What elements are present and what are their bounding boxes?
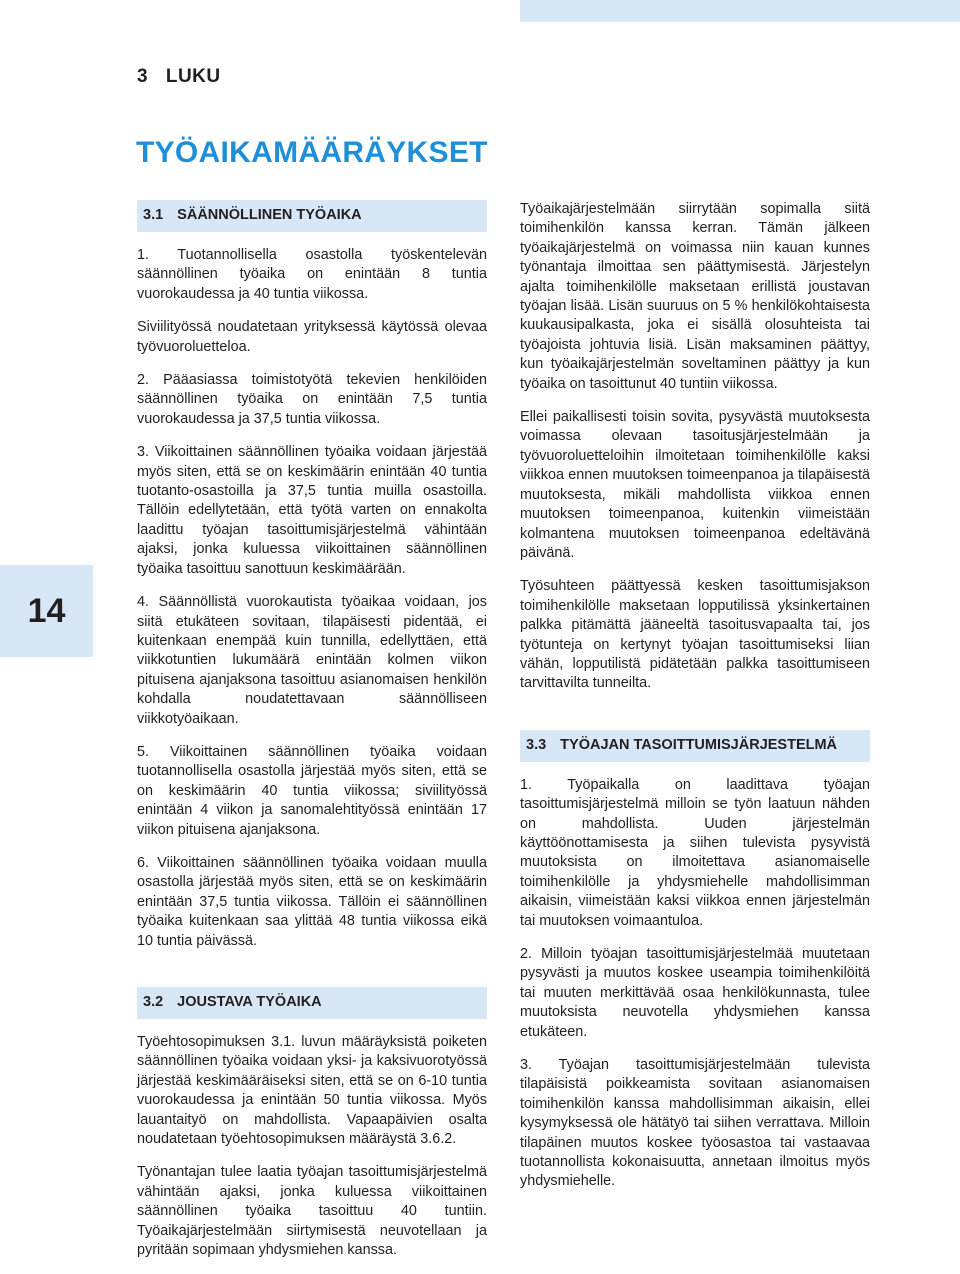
paragraph: Työehtosopimuksen 3.1. luvun määräyksistä poiketen säännöllinen työaika voidaan yksi- ja kaksivuorotyössä järjestää keskimääräiseksi siten, että se on 6-10 tuntia vuorokaudessa ja enintään 50 tuntia viikossa. Myös lauantaityö on mahdollista. Vapaapäivien osalta noudatetaan työehtosopimuksen määräystä 3.6.2. (137, 1034, 487, 1148)
paragraph: 3. Viikoittainen säännöllinen työaika voidaan järjestää myös siten, että se on keskimäärin enintään 40 tuntia tuotanto-osastoilla ja 37,5 tuntia muilla osastoilla. Tällöin edellytetään, että työtä varten on ennakolta laadittu työajan tasoittumisjärjestelmä vähintään ajaksi, jonka kuluessa viikoittainen säännöllinen työaika tasoittuu sanottuun keskimäärään. (137, 444, 487, 577)
chapter-number: 3 (137, 66, 149, 87)
page-title: TYÖAIKAMÄÄRÄYKSET (136, 136, 488, 169)
paragraph: 1. Tuotannollisella osastolla työskentelevän säännöllinen työaika on enintään 8 tuntia vuorokaudessa ja 40 tuntia viikossa. (137, 247, 487, 302)
header-band (520, 0, 960, 22)
paragraph: Työnantajan tulee laatia työajan tasoittumisjärjestelmä vähintään ajaksi, jonka kuluessa viikoittainen säännöllinen työaika tasoittuu 40 tuntiin. Työaikajärjestelmään siirtymisestä neuvotellaan ja pyritään sopimaan yhdysmiehen kanssa. (137, 1164, 487, 1259)
paragraph: 1. Työpaikalla on laadittava työajan tasoittumisjärjestelmä milloin se työn laatuun nähden on mahdollista. Uuden järjestelmän käyttöönottamisesta ja siihen tulevista pysyvistä muutoksista on ilmoitettava asianomaiselle toimihenkilölle ja yhdysmiehelle mahdollisimman aikaisin, viimeistään kaksi viikkoa ennen järjestelmän tai muutoksen voimaantuloa. (520, 776, 870, 929)
left-column (137, 200, 487, 1274)
section-number: 3.3 (526, 737, 547, 754)
spacer (520, 708, 870, 730)
paragraph: Työaikajärjestelmään siirrytään sopimalla siitä toimihenkilön kanssa kerran. Tämän jälkeen työaikajärjestelmä on voimassa niin kauan kunnes työnantaja ilmoittaa sen päättymisestä. Järjestelyn ajalta toimihenkilölle maksetaan erillistä joustavan työajan lisää. Lisän suuruus on 5 % henkilökohtaisesta kuukausipalkasta, joka ei sisällä olosuhteista tai työajoista johtuvia lisiä. Lisän maksaminen päättyy, kun työaikajärjestelmän soveltaminen päättyy ja kun työaika on tasoittunut 40 tuntiin viikossa. (520, 201, 870, 392)
right-column (520, 200, 870, 1206)
section-number: 3.2 (143, 994, 164, 1011)
section-title: JOUSTAVA TYÖAIKA (177, 994, 322, 1011)
paragraph: 2. Milloin työajan tasoittumisjärjestelmää muutetaan pysyvästi ja muutos koskee useampia toimihenkilöitä tai muuten merkittävää osaa henkilökunnasta, tulee muutoksista neuvotella yhdysmiehen kanssa etukäteen. (520, 946, 870, 1040)
paragraph: Siviilityössä noudatetaan yrityksessä käytössä olevaa työvuoroluetteloa. (137, 319, 487, 355)
chapter-label: LUKU (165, 66, 221, 87)
section-heading-3-1 (137, 200, 487, 232)
spacer (137, 965, 487, 987)
paragraph: 4. Säännöllistä vuorokautista työaikaa voidaan, jos siitä etukäteen sovitaan, tilapäisesti pidentää, ei kuitenkaan enempää kuin tunnilla, edellyttäen, että viikkotuntien lukumäärä enintään kolmen viikon pituisena ajanjaksona tasoittuu asianomaisen henkilön kohdalla noudatettavaan säännölliseen viikkotyöaikaan. (137, 594, 487, 727)
section-title: TYÖAJAN TASOITTUMISJÄRJESTELMÄ (560, 737, 838, 754)
section-heading-3-2 (137, 987, 487, 1019)
page-number: 14 (27, 591, 66, 630)
section-number: 3.1 (143, 207, 164, 224)
section-heading-3-3 (520, 730, 870, 762)
paragraph: 3. Työajan tasoittumisjärjestelmään tulevista tilapäisistä poikkeamista sovitaan asianomaisen toimihenkilön kanssa mahdollisimman aikaisin, ellei kysymyksessä ole hätätyö tai siihen verrattava. Milloin tilapäinen muutos koskee työosastoa tai vastaavaa tuotannollista kokonaisuutta, annetaan ilmoitus myös yhdysmiehelle. (520, 1057, 870, 1190)
paragraph: 5. Viikoittainen säännöllinen työaika voidaan tuotannollisella osastolla järjestää myös siten, että se on keskimäärin 40 tuntia viikossa; siviilityössä enintään 4 viikon ja sanomalehtityössä enintään 17 viikon pituisena ajanjaksona. (137, 743, 487, 838)
paragraph: Ellei paikallisesti toisin sovita, pysyvästä muutoksesta voimassa olevaan tasoitusjärjestelmään ja työvuoroluetteloihin ilmoitetaan toimihenkilölle kaksi viikkoa ennen muutoksen toimeenpanoa ja tilapäisestä muutoksesta, mikäli mahdollista viikkoa ennen muutoksen toimeenpanoa, kuitenkin viimeistään kolmantena muutoksen toimeenpanoa edeltävänä päivänä. (520, 409, 870, 561)
page-number-tab (0, 565, 93, 657)
paragraph: Työsuhteen päättyessä kesken tasoittumisjakson toimihenkilölle maksetaan lopputilissä yksinkertainen palkka pitämättä jääneeltä tasoitusvapaalta tai, jos työtunteja on kertynyt työajan tasoittumiseksi liian vähän, lopputilistä pidätetään palkka tasoittumiseen tarvittavilta tunneilta. (520, 578, 870, 692)
section-title: SÄÄNNÖLLINEN TYÖAIKA (177, 207, 362, 224)
paragraph: 6. Viikoittainen säännöllinen työaika voidaan muulla osastolla järjestää myös siten, että se on keskimäärin enintään 37,5 tuntia viikossa. Tällöin ei säännöllinen työaika kuitenkaan saa ylittää 48 tuntia viikossa eikä 10 tuntia päivässä. (137, 854, 487, 949)
paragraph: 2. Pääasiassa toimistotyötä tekevien henkilöiden säännöllinen työaika on enintään 7,5 tuntia vuorokaudessa ja 37,5 tuntia viikossa. (137, 372, 487, 427)
chapter-heading (137, 66, 221, 88)
